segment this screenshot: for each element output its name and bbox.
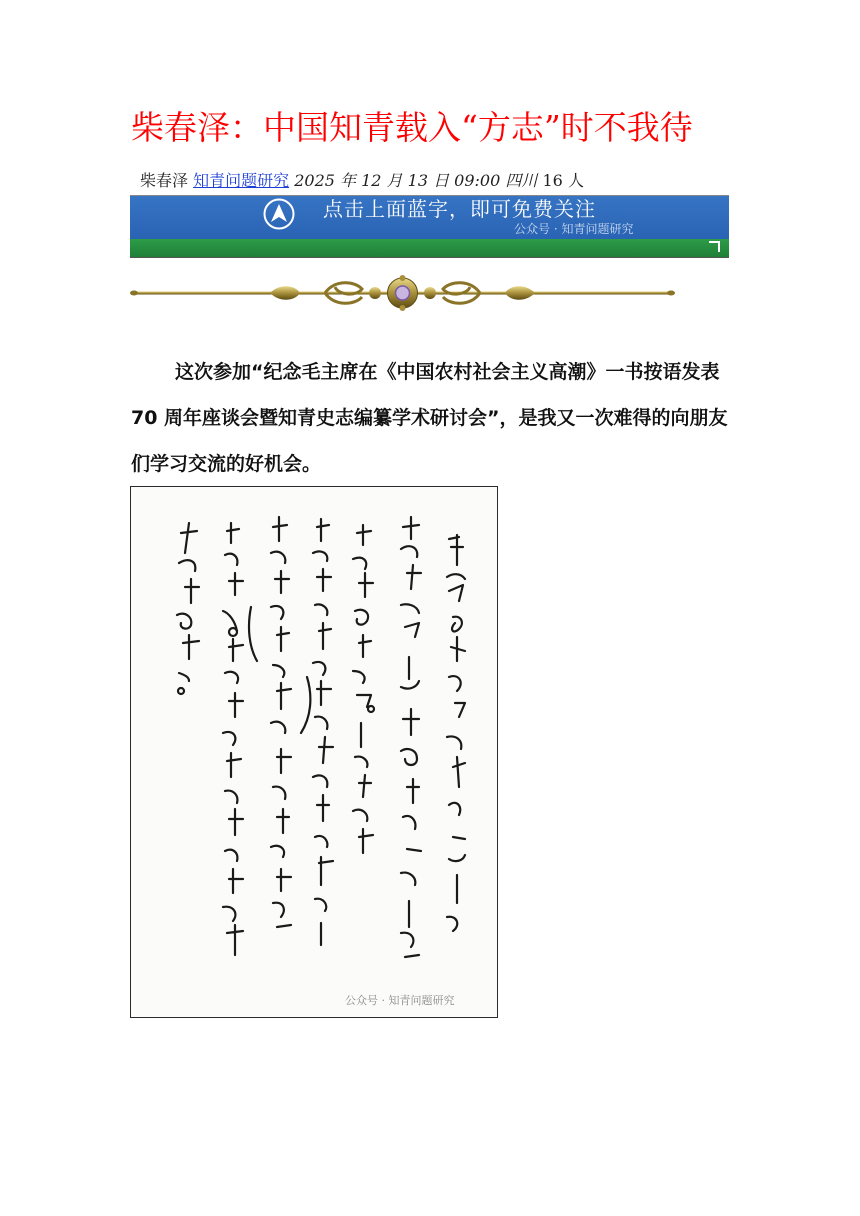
article-title: 柴春泽：中国知青载入“方志”时不我待 [131, 108, 693, 147]
figure-watermark: 公众号 · 知青问题研究 [345, 994, 455, 1007]
manuscript-strokes-icon [131, 487, 498, 1018]
reader-count: 16 人 [542, 171, 584, 190]
banner-green-band [130, 239, 729, 257]
article-meta [140, 170, 584, 192]
author-name: 柴春泽 [140, 171, 189, 190]
follow-banner[interactable] [130, 195, 729, 258]
publish-location: 四川 [505, 171, 538, 190]
handwritten-manuscript-image [130, 486, 498, 1018]
ornamental-divider-icon [130, 273, 675, 313]
banner-cta-text: 点击上面蓝字，即可免费关注 [323, 197, 596, 221]
article-paragraph: 这次参加“纪念毛主席在《中国农村社会主义高潮》一书按语发表 70 周年座谈会暨知青史志编纂学术研讨会”，是我又一次难得的向朋友们学习交流的好机会。 [131, 361, 728, 475]
publish-date: 2025 年 12 月 13 日 09:00 [294, 171, 501, 190]
banner-corner-icon [707, 240, 721, 254]
navigation-arrow-icon [263, 198, 295, 230]
account-link[interactable]: 知青问题研究 [193, 171, 290, 190]
banner-watermark: 公众号 · 知青问题研究 [514, 222, 634, 236]
